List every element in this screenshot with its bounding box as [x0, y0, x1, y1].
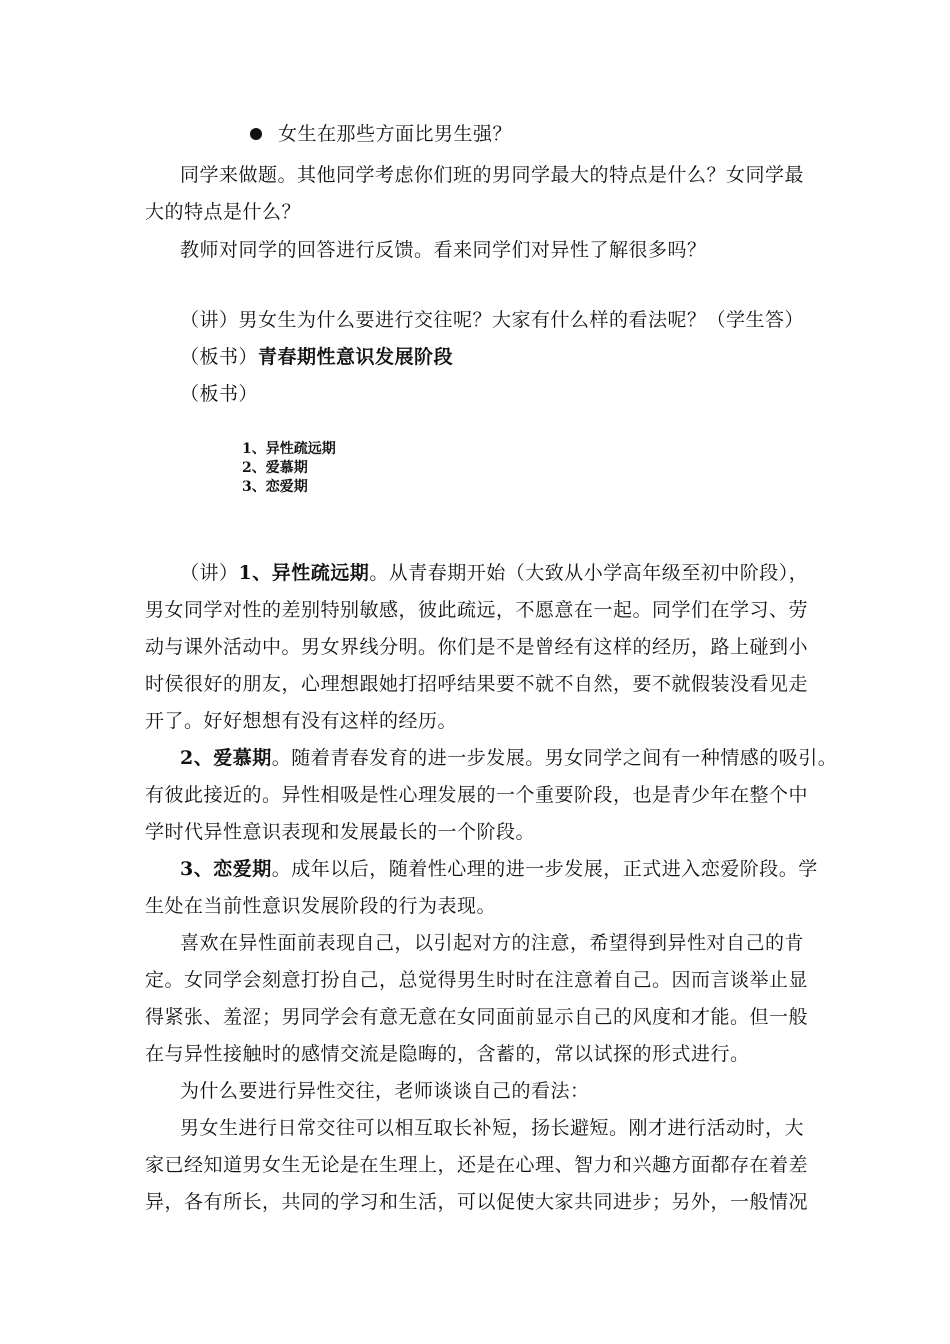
paragraph-line: 同学来做题。其他同学考虑你们班的男同学最大的特点是什么？女同学最	[180, 164, 805, 186]
paragraph-line: 家已经知道男女生无论是在生理上，还是在心理、智力和兴趣方面都存在着差	[145, 1154, 809, 1176]
board-prefix: （板书）	[180, 346, 259, 368]
bullet-icon	[250, 128, 262, 140]
section-3-lead	[180, 856, 818, 882]
lead-text: 。从青春期开始（大致从小学高年级至初中阶段），	[369, 562, 809, 584]
board-title: 青春期性意识发展阶段	[258, 346, 454, 368]
stage-list-item: 3、恋爱期	[242, 479, 308, 495]
paragraph-line: 教师对同学的回答进行反馈。看来同学们对异性了解很多吗？	[180, 239, 707, 261]
paragraph-line: 为什么要进行异性交往，老师谈谈自己的看法：	[180, 1080, 590, 1102]
paragraph-line: 动与课外活动中。男女界线分明。你们是不是曾经有这样的经历，路上碰到小	[145, 636, 809, 658]
question-bullet: 女生在那些方面比男生强？	[278, 123, 513, 145]
paragraph-line: 在与异性接触时的感情交流是隐晦的，含蓄的，常以试探的形式进行。	[145, 1043, 750, 1065]
paragraph-line: 开了。好好想想有没有这样的经历。	[145, 710, 458, 732]
paragraph-line: 时侯很好的朋友，心理想跟她打招呼结果要不就不自然，要不就假装没看见走	[145, 673, 809, 695]
paragraph-line: 喜欢在异性面前表现自己，以引起对方的注意，希望得到异性对自己的肯	[180, 932, 805, 954]
board-label: （板书）	[180, 383, 259, 405]
section-2-lead	[180, 745, 837, 771]
lead-prefix: （讲）	[180, 562, 239, 584]
paragraph-line: 男女生进行日常交往可以相互取长补短，扬长避短。刚才进行活动时，大	[180, 1117, 805, 1139]
paragraph-line: （讲）男女生为什么要进行交往呢？大家有什么样的看法呢？（学生答）	[180, 309, 805, 331]
stage-list-item: 2、爱慕期	[242, 460, 308, 476]
paragraph-line: 大的特点是什么？	[145, 201, 302, 223]
lead-text: 。成年以后，随着性心理的进一步发展，正式进入恋爱阶段。学	[271, 858, 818, 880]
stage-list-item: 1、异性疏远期	[242, 441, 336, 457]
paragraph-line: 定。女同学会刻意打扮自己，总觉得男生时时在注意着自己。因而言谈举止显	[145, 969, 809, 991]
section-heading: 1、异性疏远期	[238, 562, 370, 584]
paragraph-line: 得紧张、羞涩；男同学会有意无意在女同面前显示自己的风度和才能。但一般	[145, 1006, 809, 1028]
paragraph-line: 有彼此接近的。异性相吸是性心理发展的一个重要阶段，也是青少年在整个中	[145, 784, 809, 806]
section-heading: 3、恋爱期	[180, 858, 272, 880]
board-heading	[180, 344, 453, 370]
paragraph-line: 异，各有所长，共同的学习和生活，可以促使大家共同进步；另外，一般情况	[145, 1191, 809, 1213]
section-heading: 2、爱慕期	[180, 747, 272, 769]
lead-text: 。随着青春发育的进一步发展。男女同学之间有一种情感的吸引。	[271, 747, 838, 769]
paragraph-line: 生处在当前性意识发展阶段的行为表现。	[145, 895, 497, 917]
section-1-lead	[180, 560, 808, 586]
paragraph-line: 男女同学对性的差别特别敏感，彼此疏远，不愿意在一起。同学们在学习、劳	[145, 599, 809, 621]
paragraph-line: 学时代异性意识表现和发展最长的一个阶段。	[145, 821, 536, 843]
